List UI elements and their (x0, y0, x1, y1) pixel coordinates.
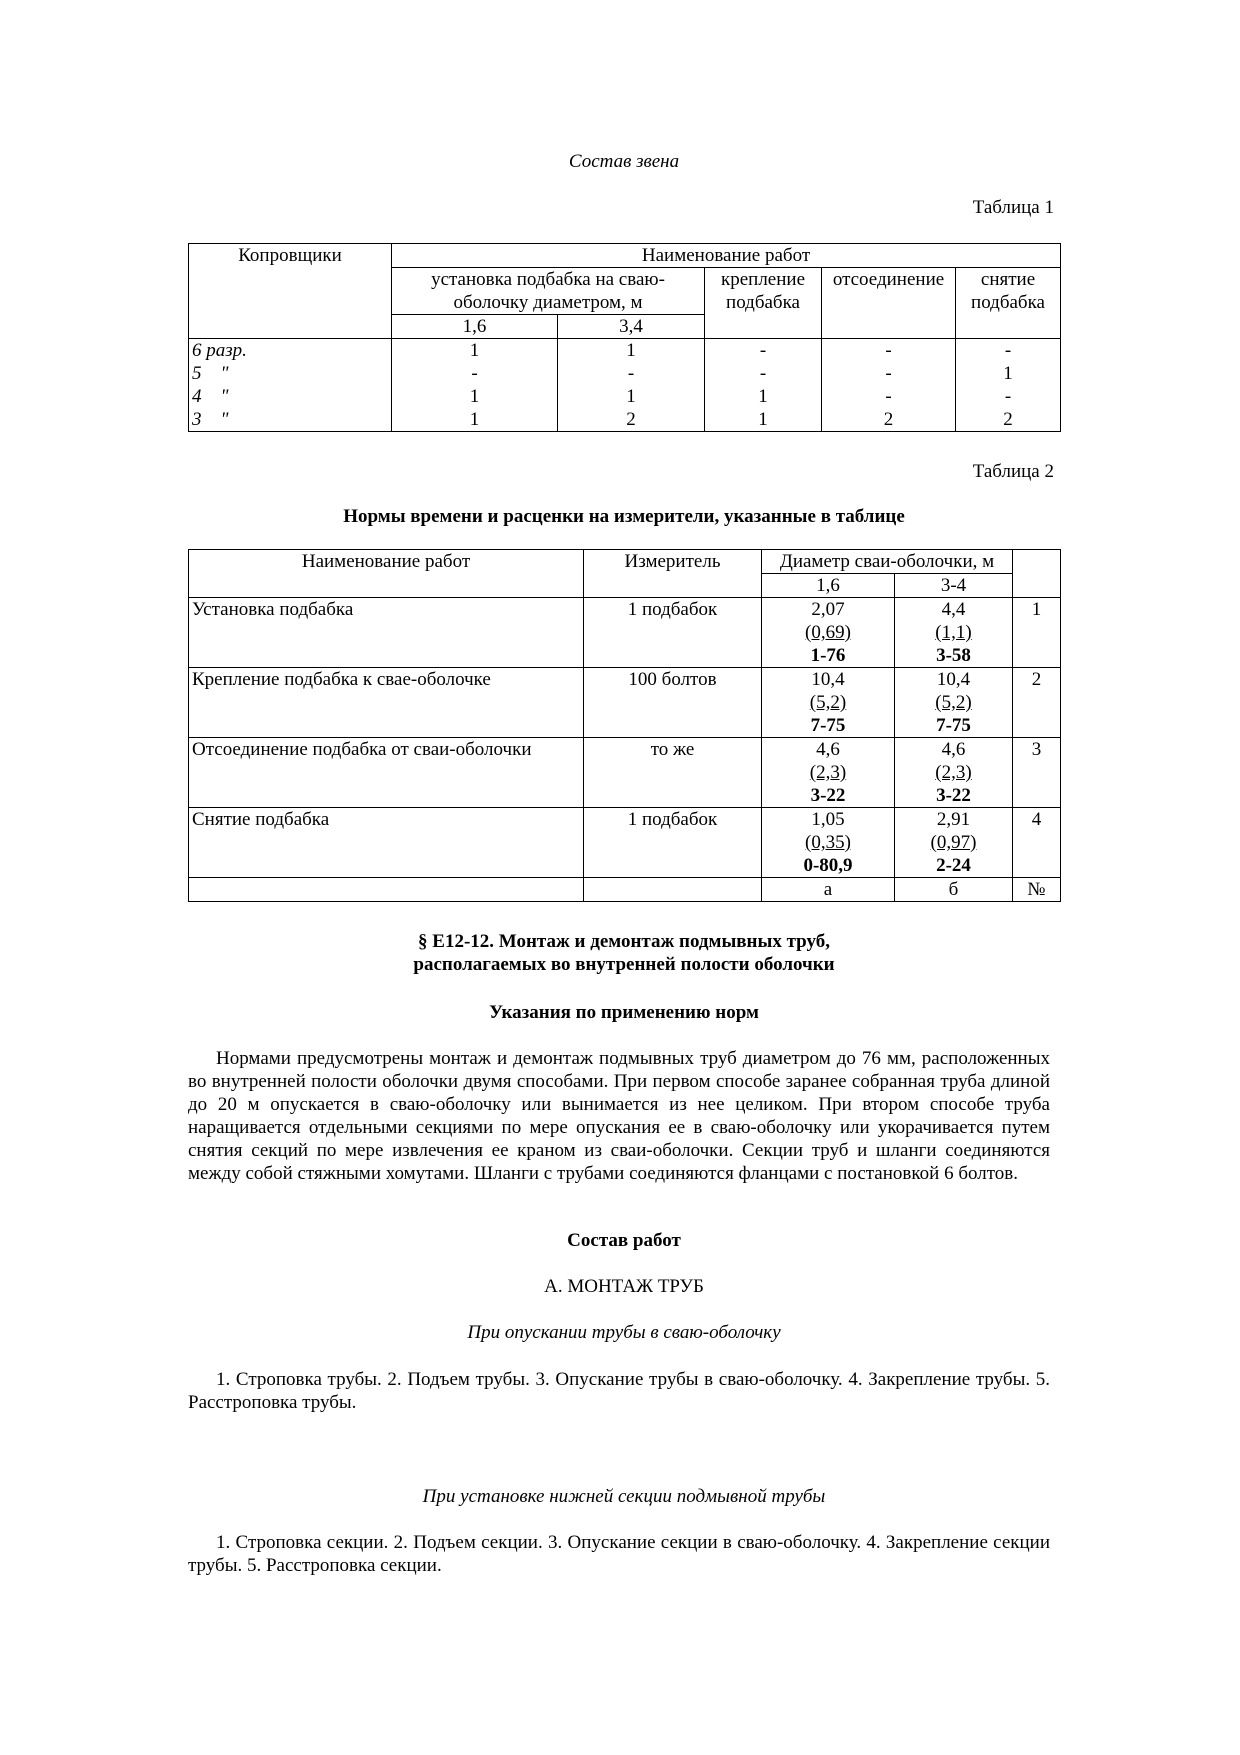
footer-number-sign: № (1013, 878, 1061, 902)
row-number: 4 (1013, 808, 1061, 878)
cell: 2 (822, 408, 956, 432)
header-number-blank (1013, 550, 1061, 598)
table-row (189, 808, 1061, 878)
table2-title: Нормы времени и расценки на измерители, указанные в таблице (343, 506, 905, 527)
composition-title: Состав звена (568, 151, 680, 172)
header-works: Наименование работ (392, 244, 1061, 268)
work-name: Отсоединение подбабка от сваи-оболочки (189, 738, 584, 808)
header-install: установка подбабка на сваю-оболочку диаметром, м (392, 268, 705, 315)
section-title-line: располагаемых во внутренней полости оболочки (413, 954, 835, 975)
row-number: 1 (1013, 598, 1061, 668)
subheading-lower-section: При установке нижней секции подмывной трубы (422, 1486, 826, 1507)
header-diameter-1: 1,6 (392, 315, 558, 339)
sub-value: (0,97) (930, 832, 977, 853)
sub-value: (0,35) (805, 832, 851, 853)
norm: 1,05 (811, 809, 845, 830)
header-remove: снятие подбабка (956, 268, 1061, 339)
cell: 1 (558, 385, 705, 408)
part-a-heading: А. МОНТАЖ ТРУБ (544, 1276, 704, 1297)
work-composition-title: Состав работ (567, 1230, 681, 1251)
guide-title: Указания по применению норм (489, 1002, 759, 1023)
cell: 1 (705, 385, 822, 408)
section-title-line: § Е12-12. Монтаж и демонтаж подмывных труб, (418, 931, 830, 952)
subheading-lowering: При опускании трубы в сваю-оболочку (467, 1322, 781, 1343)
value-a (762, 668, 895, 738)
table-row (189, 385, 1061, 408)
sub-value: (5,2) (935, 692, 972, 713)
norm: 2,91 (936, 809, 971, 830)
table-row (189, 362, 1061, 385)
unit: 1 подбабок (584, 598, 762, 668)
table2-label: Таблица 2 (972, 461, 1054, 482)
price: 3-58 (936, 645, 971, 666)
cell: 1 (392, 339, 558, 363)
footer-blank (584, 878, 762, 902)
cell: - (705, 362, 822, 385)
table-row (189, 738, 1061, 808)
cell: - (822, 362, 956, 385)
cell: - (558, 362, 705, 385)
norm: 4,6 (816, 739, 840, 760)
crew-composition-table (188, 243, 1061, 432)
norm: 10,4 (811, 669, 845, 690)
table-row (189, 668, 1061, 738)
norm: 4,4 (941, 599, 966, 620)
table-row (189, 339, 1061, 363)
guide-paragraph: Нормами предусмотрены монтаж и демонтаж подмывных труб диаметром до 76 мм, расположенных во внутренней полости оболочки двумя способами. При первом способе заранее собранная труба длиной до 20 м опускается в сваю-оболочку или вынимается из нее целиком. При втором способе труба наращивается отдельными секциями по мере опускания ее в сваю-оболочку или укорачивается путем снятия секций по мере извлечения ее краном из сваи-оболочки. Секции труб и шланги соединяются между собой стяжными хомутами. Шланги с трубами соединяются фланцами с постановкой 6 болтов. (188, 1048, 1050, 1184)
header-diameter: Диаметр сваи-оболочки, м (762, 550, 1013, 574)
row-label: 6 разр. (189, 339, 392, 363)
header-workers: Копровщики (189, 244, 392, 339)
cell: - (705, 339, 822, 363)
sub-value: (2,3) (935, 762, 972, 783)
footer-blank (189, 878, 584, 902)
table1-label: Таблица 1 (972, 197, 1054, 218)
value-b (895, 738, 1013, 808)
work-name: Крепление подбабка к свае-оболочке (189, 668, 584, 738)
cell: 1 (392, 385, 558, 408)
header-detach: отсоединение (822, 268, 956, 339)
norm: 2,07 (811, 599, 845, 620)
header-diameter-2: 3-4 (895, 574, 1013, 598)
cell: 1 (392, 408, 558, 432)
sub-value: (2,3) (809, 762, 847, 783)
value-b (895, 808, 1013, 878)
value-b (895, 598, 1013, 668)
footer-col-a: а (762, 878, 895, 902)
cell: 2 (956, 408, 1061, 432)
price: 0-80,9 (803, 855, 853, 876)
norm: 10,4 (936, 669, 971, 690)
cell: 1 (558, 339, 705, 363)
row-label: 4 " (189, 385, 392, 408)
table-row (189, 598, 1061, 668)
cell: - (956, 339, 1061, 363)
row-label: 3 " (189, 408, 392, 432)
header-work-name: Наименование работ (189, 550, 584, 598)
section-title (188, 930, 1060, 976)
unit: то же (584, 738, 762, 808)
cell: 1 (956, 362, 1061, 385)
price: 1-76 (810, 645, 846, 666)
unit: 1 подбабок (584, 808, 762, 878)
header-diameter-2: 3,4 (558, 315, 705, 339)
cell: - (822, 339, 956, 363)
time-norms-table (188, 549, 1061, 902)
value-a (762, 808, 895, 878)
header-fasten: крепление подбабка (705, 268, 822, 339)
row-number: 2 (1013, 668, 1061, 738)
table-footer-row (189, 878, 1061, 902)
unit: 100 болтов (584, 668, 762, 738)
work-name: Установка подбабка (189, 598, 584, 668)
cell: - (822, 385, 956, 408)
sub-value: (0,69) (805, 622, 851, 643)
work-name: Снятие подбабка (189, 808, 584, 878)
cell: 2 (558, 408, 705, 432)
price: 3-22 (810, 785, 846, 806)
norm: 4,6 (941, 739, 966, 760)
cell: - (392, 362, 558, 385)
price: 3-22 (936, 785, 971, 806)
price: 2-24 (936, 855, 971, 876)
row-number: 3 (1013, 738, 1061, 808)
table-row (189, 408, 1061, 432)
steps-lowering: 1. Строповка трубы. 2. Подъем трубы. 3. Опускание трубы в сваю-оболочку. 4. Закрепление трубы. 5. Расстроповка трубы. (188, 1369, 1050, 1413)
row-label: 5 " (189, 362, 392, 385)
value-b (895, 668, 1013, 738)
header-diameter-1: 1,6 (762, 574, 895, 598)
sub-value: (1,1) (935, 622, 972, 643)
price: 7-75 (810, 715, 846, 736)
cell: 1 (705, 408, 822, 432)
value-a (762, 738, 895, 808)
footer-col-b: б (895, 878, 1013, 902)
sub-value: (5,2) (809, 692, 847, 713)
cell: - (956, 385, 1061, 408)
steps-lower-section: 1. Строповка секции. 2. Подъем секции. 3. Опускание секции в сваю-оболочку. 4. Закрепление секции трубы. 5. Расстроповка секции. (188, 1532, 1050, 1576)
header-unit: Измеритель (584, 550, 762, 598)
value-a (762, 598, 895, 668)
price: 7-75 (936, 715, 971, 736)
